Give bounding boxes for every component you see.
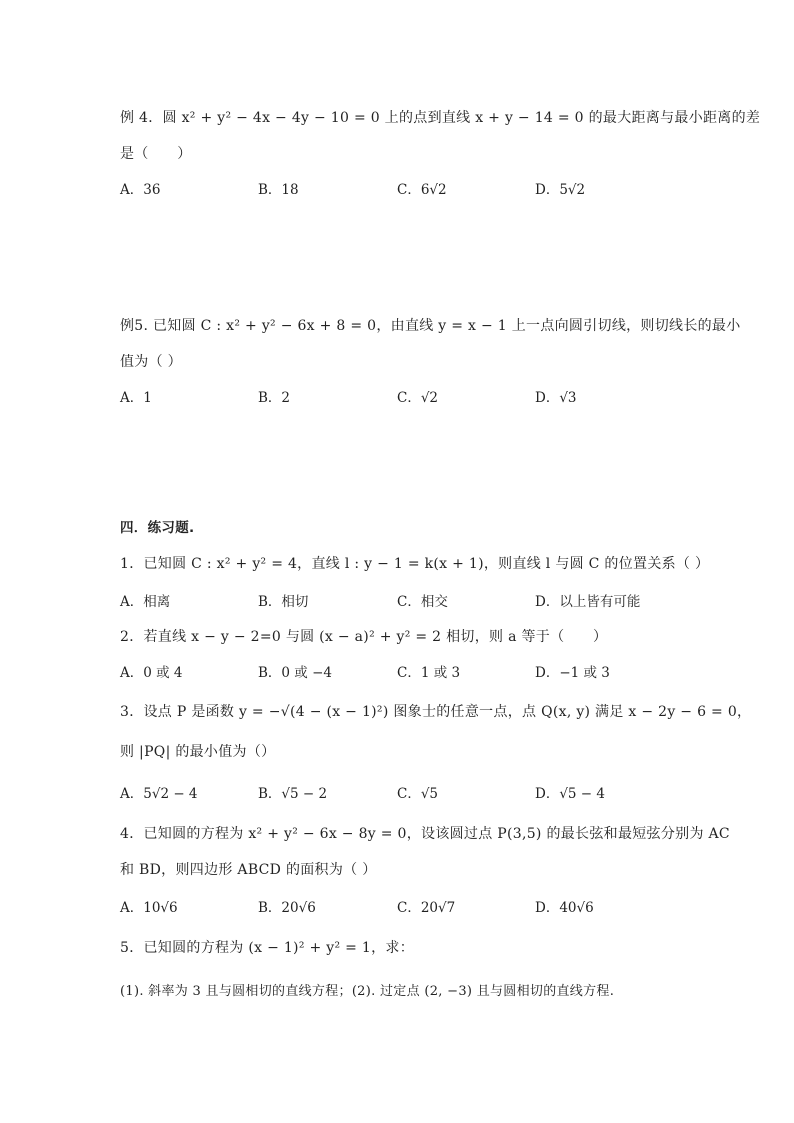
practice-q4-text-line2: 和 BD，则四边形 ABCD 的面积为（ ） (120, 862, 377, 878)
option-a: A．36 (120, 182, 161, 198)
example-4-options (120, 180, 680, 200)
practice-q3-text-line2: 则 |PQ| 的最小值为（） (120, 744, 276, 760)
option-a: A．10√6 (120, 900, 178, 916)
practice-q4-text: 4．已知圆的方程为 x² + y² − 6x − 8y = 0，设该圆过点 P(3,5) 的最长弦和最短弦分别为 AC (120, 826, 730, 842)
practice-q3-options (120, 784, 680, 804)
example-4-question-line1: 例 4．圆 x² + y² − 4x − 4y − 10 = 0 上的点到直线 x + y − 14 = 0 的最大距离与最小距离的差 (120, 110, 761, 126)
option-b: B．20√6 (258, 900, 316, 916)
option-c: C．√5 (397, 786, 439, 802)
practice-q5-text-line2: (1). 斜率为 3 且与圆相切的直线方程；(2). 过定点 (2, −3) 且与圆相切的直线方程. (120, 984, 615, 999)
section-heading: 四．练习题. (120, 520, 195, 536)
option-b: B．0 或 −4 (258, 665, 332, 681)
option-b: B．√5 − 2 (258, 786, 328, 802)
option-d: D．5√2 (535, 182, 586, 198)
practice-q1-options (120, 592, 680, 612)
practice-q2-options (120, 663, 680, 683)
practice-q1-text: 1．已知圆 C : x² + y² = 4，直线 l : y − 1 = k(x + 1)，则直线 l 与圆 C 的位置关系（ ） (120, 556, 710, 572)
option-c: C．√2 (397, 390, 439, 406)
practice-q2-text: 2．若直线 x − y − 2=0 与圆 (x − a)² + y² = 2 相切，则 a 等于（ ） (120, 629, 608, 645)
option-b: B．18 (258, 182, 299, 198)
option-d: D．以上皆有可能 (535, 594, 641, 610)
option-c: C．6√2 (397, 182, 447, 198)
option-d: D．√5 − 4 (535, 786, 605, 802)
option-b: B．2 (258, 390, 291, 406)
option-c: C．相交 (397, 594, 448, 610)
option-a: A．相离 (120, 594, 171, 610)
example-5-question-line2: 值为（ ） (120, 354, 182, 370)
option-a: A．5√2 − 4 (120, 786, 198, 802)
practice-q5-text: 5．已知圆的方程为 (x − 1)² + y² = 1，求： (120, 940, 415, 956)
option-b: B．相切 (258, 594, 309, 610)
practice-q3-text: 3．设点 P 是函数 y = −√(4 − (x − 1)²) 图象士的任意一点，点 Q(x, y) 满足 x − 2y − 6 = 0， (120, 704, 752, 720)
option-d: D．√3 (535, 390, 577, 406)
option-d: D．40√6 (535, 900, 594, 916)
option-a: A．1 (120, 390, 152, 406)
option-d: D．−1 或 3 (535, 665, 610, 681)
example-5-question-line1: 例5. 已知圆 C : x² + y² − 6x + 8 = 0，由直线 y = x − 1 上一点向圆引切线，则切线长的最小 (120, 318, 741, 334)
practice-q4-options (120, 898, 680, 918)
option-c: C．20√7 (397, 900, 456, 916)
option-a: A．0 或 4 (120, 665, 183, 681)
example-5-options (120, 388, 680, 408)
option-c: C．1 或 3 (397, 665, 461, 681)
example-4-question-line2: 是（ ） (120, 146, 192, 162)
